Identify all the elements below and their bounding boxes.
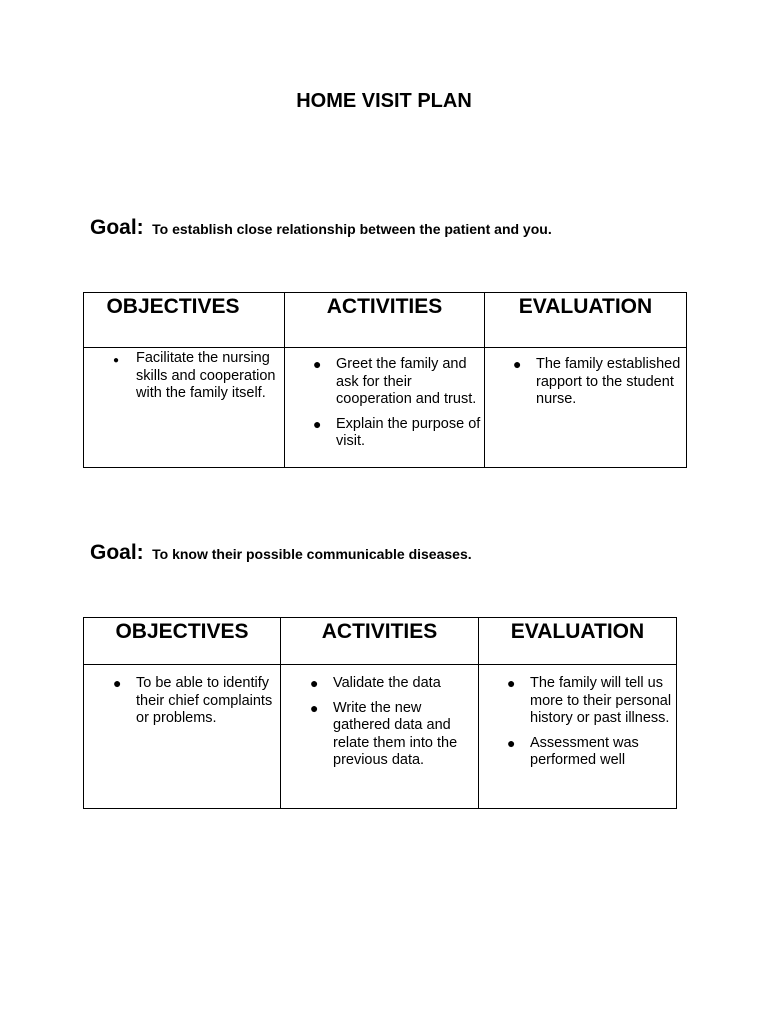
- list-item: ● Write the new gathered data and relate them into the previous data.: [310, 699, 458, 768]
- activities-cell: [285, 348, 485, 468]
- plan-table-1: [83, 292, 687, 468]
- list-item: ● Assessment was performed well: [507, 734, 639, 768]
- list-item: ● To be able to identify their chief complaints or problems.: [113, 675, 273, 726]
- list-item: ● The family established rapport to the student nurse.: [513, 356, 681, 407]
- bullet-icon: ●: [310, 675, 319, 691]
- evaluation-cell: [485, 348, 687, 468]
- table-header-row: [84, 618, 677, 665]
- goal-label: Goal:: [90, 216, 144, 239]
- bullet-icon: ●: [313, 356, 322, 372]
- bullet-icon: ●: [310, 699, 319, 716]
- table-row: [84, 665, 677, 809]
- goal-text: To know their possible communicable diseases.: [152, 546, 472, 562]
- list-item: ● Greet the family and ask for their cooperation and trust.: [313, 356, 477, 407]
- objectives-cell: [84, 348, 285, 468]
- bullet-icon: ●: [113, 355, 120, 366]
- list-item: ● Validate the data: [310, 675, 441, 691]
- goal-2: [90, 541, 472, 565]
- list-item: ● Facilitate the nursing skills and cooperation with the family itself.: [113, 350, 276, 401]
- list-item: ● The family will tell us more to their personal history or past illness.: [507, 675, 672, 726]
- objectives-header: OBJECTIVES: [84, 618, 281, 665]
- activities-cell: [281, 665, 479, 809]
- bullet-icon: ●: [513, 356, 522, 372]
- page-title: HOME VISIT PLAN: [296, 90, 472, 112]
- evaluation-header: EVALUATION: [485, 293, 687, 348]
- evaluation-cell: [479, 665, 677, 809]
- goal-text: To establish close relationship between the patient and you.: [152, 221, 552, 237]
- bullet-icon: ●: [113, 675, 122, 691]
- objectives-header: OBJECTIVES: [84, 293, 285, 348]
- table-row: [84, 348, 687, 468]
- plan-table-2: [83, 617, 677, 809]
- table-header-row: [84, 293, 687, 348]
- list-item: ● Explain the purpose of visit.: [313, 415, 481, 449]
- goal-label: Goal:: [90, 541, 144, 564]
- bullet-icon: ●: [507, 734, 516, 751]
- activities-header: ACTIVITIES: [281, 618, 479, 665]
- bullet-icon: ●: [313, 415, 322, 432]
- evaluation-header: EVALUATION: [479, 618, 677, 665]
- goal-1: [90, 216, 552, 240]
- activities-header: ACTIVITIES: [285, 293, 485, 348]
- bullet-icon: ●: [507, 675, 516, 691]
- objectives-cell: [84, 665, 281, 809]
